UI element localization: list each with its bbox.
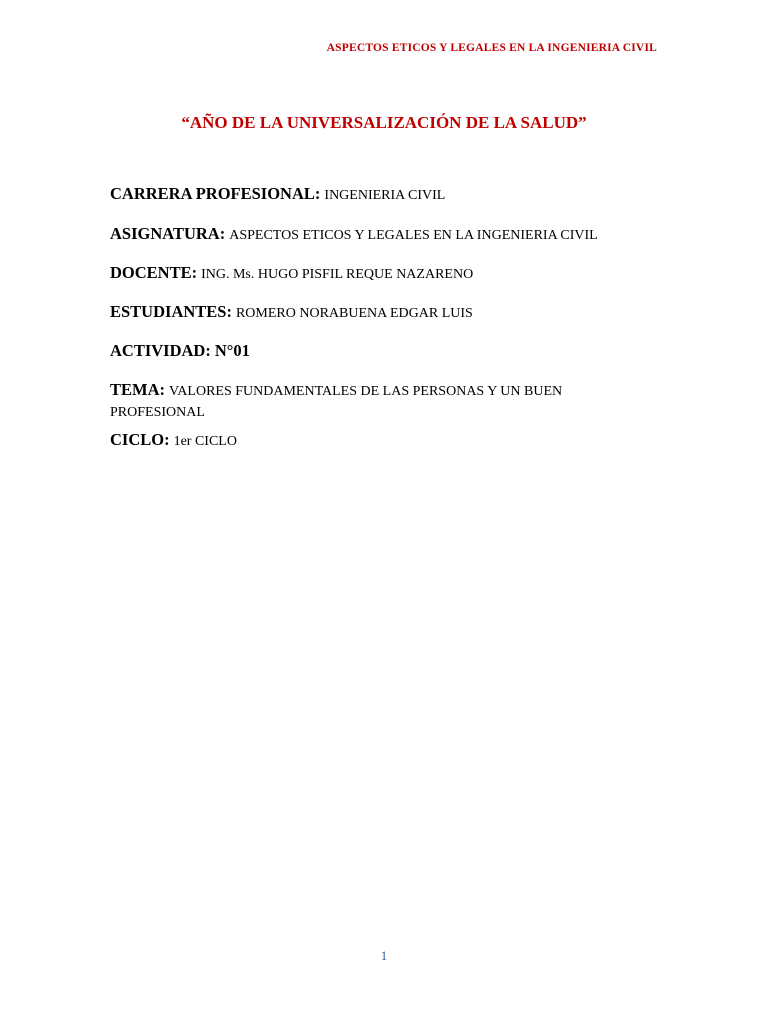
- field-actividad: [110, 341, 670, 361]
- field-estudiantes-label: ESTUDIANTES:: [110, 302, 232, 321]
- field-estudiantes-value: ROMERO NORABUENA EDGAR LUIS: [235, 306, 473, 321]
- field-docente-label: DOCENTE:: [110, 263, 198, 282]
- field-docente: [110, 263, 670, 283]
- field-carrera-value: INGENIERIA CIVIL: [324, 188, 446, 203]
- field-carrera-label: CARRERA PROFESIONAL:: [110, 184, 321, 203]
- field-tema: [110, 380, 630, 423]
- field-asignatura-value: ASPECTOS ETICOS Y LEGALES EN LA INGENIERIA CIVIL: [229, 228, 598, 243]
- field-actividad-label: ACTIVIDAD:: [110, 341, 211, 360]
- field-ciclo-value: 1er CICLO: [173, 434, 237, 449]
- field-tema-value: VALORES FUNDAMENTALES DE LAS PERSONAS Y UN BUEN PROFESIONAL: [110, 384, 563, 420]
- field-ciclo-label: CICLO:: [110, 430, 170, 449]
- field-actividad-value: N°01: [214, 341, 250, 360]
- field-carrera: [110, 184, 670, 204]
- field-asignatura-label: ASIGNATURA:: [110, 224, 226, 243]
- year-title: “AÑO DE LA UNIVERSALIZACIÓN DE LA SALUD”: [181, 113, 587, 132]
- page-number: 1: [380, 948, 388, 963]
- field-estudiantes: [110, 302, 670, 322]
- field-docente-value: ING. Ms. HUGO PISFIL REQUE NAZARENO: [201, 267, 474, 282]
- field-asignatura: [110, 224, 670, 244]
- running-header: ASPECTOS ETICOS Y LEGALES EN LA INGENIERIA CIVIL: [326, 42, 657, 54]
- field-tema-label: TEMA:: [110, 380, 165, 399]
- field-ciclo: [110, 430, 670, 450]
